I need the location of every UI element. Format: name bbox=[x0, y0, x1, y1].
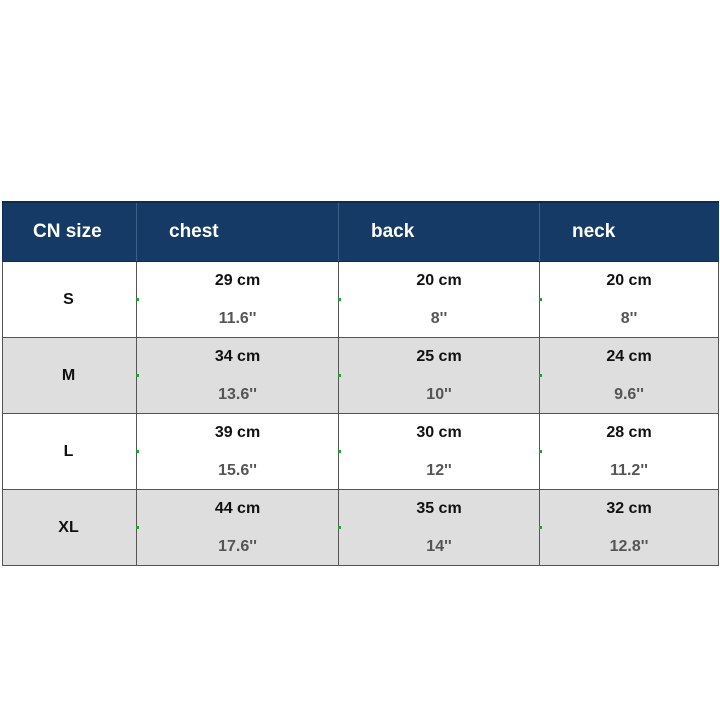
cell-marker bbox=[136, 298, 139, 301]
cell-marker bbox=[539, 374, 542, 377]
back-cm-value: 30 cm bbox=[416, 424, 462, 441]
chest-cell bbox=[137, 490, 339, 566]
chest-cell bbox=[137, 338, 339, 414]
table-row bbox=[3, 414, 719, 490]
neck-cell bbox=[540, 338, 719, 414]
back-cell bbox=[339, 262, 540, 338]
header-row bbox=[3, 202, 719, 262]
back-inch-value: 8'' bbox=[430, 310, 448, 327]
cell-marker bbox=[338, 298, 341, 301]
size-label: L bbox=[63, 442, 74, 460]
back-inch-value: 14'' bbox=[426, 538, 452, 555]
neck-cell bbox=[540, 262, 719, 338]
size-cell bbox=[3, 414, 137, 490]
table-row bbox=[3, 262, 719, 338]
neck-inch-value: 9.6'' bbox=[614, 386, 644, 403]
chest-inch-value: 13.6'' bbox=[218, 386, 257, 403]
size-label: M bbox=[61, 366, 76, 384]
neck-inch-value: 11.2'' bbox=[610, 462, 648, 479]
chest-cell bbox=[137, 414, 339, 490]
cell-marker bbox=[539, 526, 542, 529]
neck-cm-value: 28 cm bbox=[606, 424, 652, 441]
table-row bbox=[3, 490, 719, 566]
header-neck: neck bbox=[540, 202, 719, 262]
header-back: back bbox=[339, 202, 540, 262]
neck-cell bbox=[540, 490, 719, 566]
neck-cell bbox=[540, 414, 719, 490]
back-cm-value: 25 cm bbox=[416, 348, 462, 365]
back-cell bbox=[339, 490, 540, 566]
back-cm-value: 35 cm bbox=[416, 500, 462, 517]
chest-cm-value: 39 cm bbox=[214, 424, 261, 441]
back-cell bbox=[339, 338, 540, 414]
back-inch-value: 10'' bbox=[426, 386, 452, 403]
chest-cm-value: 44 cm bbox=[214, 500, 261, 517]
chest-inch-value: 11.6'' bbox=[218, 310, 257, 327]
chest-cm-value: 29 cm bbox=[214, 272, 261, 289]
size-cell bbox=[3, 490, 137, 566]
cell-marker bbox=[136, 526, 139, 529]
cell-marker bbox=[338, 450, 341, 453]
chest-inch-value: 15.6'' bbox=[218, 462, 257, 479]
size-label: XL bbox=[58, 518, 79, 536]
size-cell bbox=[3, 262, 137, 338]
size-label: S bbox=[63, 290, 74, 308]
neck-cm-value: 20 cm bbox=[606, 272, 652, 289]
chest-inch-value: 17.6'' bbox=[218, 538, 257, 555]
header-cn-size: CN size bbox=[3, 202, 137, 262]
cell-marker bbox=[539, 450, 542, 453]
table-row bbox=[3, 338, 719, 414]
neck-cm-value: 32 cm bbox=[606, 500, 652, 517]
cell-marker bbox=[136, 450, 139, 453]
cell-marker bbox=[338, 526, 341, 529]
cell-marker bbox=[539, 298, 542, 301]
back-inch-value: 12'' bbox=[426, 462, 452, 479]
chest-cell bbox=[137, 262, 339, 338]
size-cell bbox=[3, 338, 137, 414]
cell-marker bbox=[136, 374, 139, 377]
neck-cm-value: 24 cm bbox=[606, 348, 652, 365]
header-chest: chest bbox=[137, 202, 339, 262]
back-cell bbox=[339, 414, 540, 490]
chest-cm-value: 34 cm bbox=[214, 348, 261, 365]
neck-inch-value: 12.8'' bbox=[609, 538, 649, 555]
cell-marker bbox=[338, 374, 341, 377]
back-cm-value: 20 cm bbox=[416, 272, 462, 289]
size-chart-table bbox=[2, 201, 719, 566]
neck-inch-value: 8'' bbox=[620, 310, 638, 327]
